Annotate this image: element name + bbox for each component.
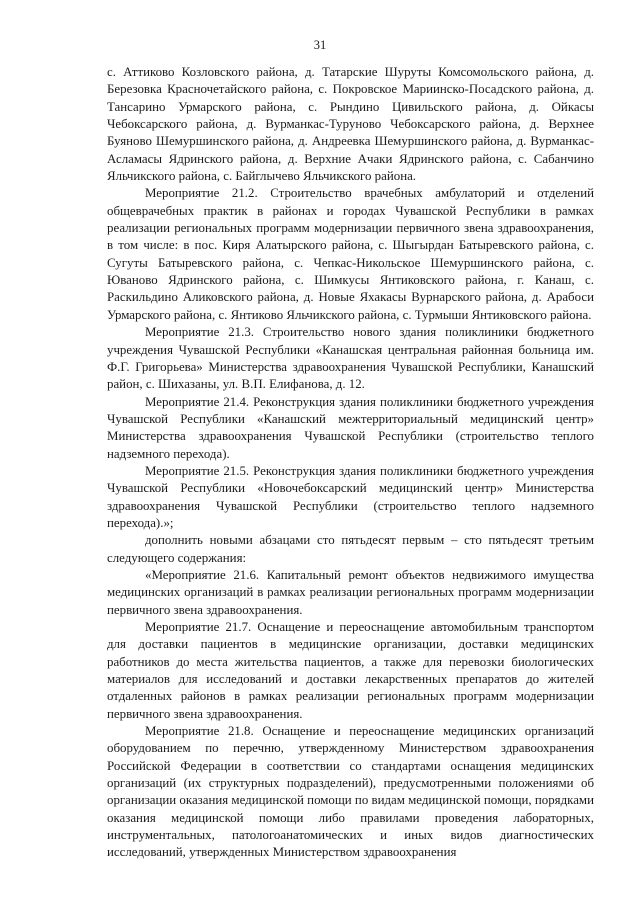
paragraph-settlements-list: с. Аттиково Козловского района, д. Татарские Шуруты Комсомольского района, д. Березовка Красночетайского района, с. Покровское Мариинско-Посадского района, д. Тансарино Урмарского района, с. Рындино Цивильского района, д. Ойкасы Чебоксарского района, д. Вурманкас-Туруново Чебоксарского района, д. Верхнее Буяново Шемуршинского района, д. Андреевка Шемуршинского района, д. Вурманкас-Асламасы Ядринского района, д. Верхние Ачаки Ядринского района, с. Сабанчино Яльчикского района, с. Байглычево Яльчикского района. xyxy=(107,65,594,184)
paragraph-measure-21-3: Мероприятие 21.3. Строительство нового здания поликлиники бюджетного учреждения Чувашской Республики «Канашская центральная районная больница им. Ф.Г. Григорьева» Министерства здравоохранения Чувашской Республики, Канашский район, с. Шихазаны, ул. В.П. Елифанова, д. 12. xyxy=(107,325,594,392)
paragraph-measure-21-7: Мероприятие 21.7. Оснащение и переоснащение автомобильным транспортом для доставки пациентов в медицинские организации, доставки медицинских работников до места жительства пациентов, а также для перевозки биологических материалов для исследований и доставки лекарственных препаратов до жителей отдаленных районов в рамках реализации региональных программ модернизации первичного звена здравоохранения. xyxy=(107,620,594,721)
page-number: 31 xyxy=(313,38,327,52)
paragraph-measure-21-5: Мероприятие 21.5. Реконструкция здания поликлиники бюджетного учреждения Чувашской Республики «Новочебоксарский медицинский центр» Министерства здравоохранения Чувашской Республики (строительство теплого надземного перехода).»; xyxy=(107,463,594,530)
paragraph-measure-21-6: «Мероприятие 21.6. Капитальный ремонт объектов недвижимого имущества медицинских организаций в рамках реализации региональных программ модернизации первичного звена здравоохранения. xyxy=(107,567,594,617)
paragraph-amendment-instruction: дополнить новыми абзацами сто пятьдесят первым – сто пятьдесят третьим следующего содержания: xyxy=(107,533,594,565)
paragraph-measure-21-4: Мероприятие 21.4. Реконструкция здания поликлиники бюджетного учреждения Чувашской Республики «Канашский межтерриториальный медицинский центр» Министерства здравоохранения Чувашской Республики (строительство теплого надземного перехода). xyxy=(107,394,594,461)
document-body xyxy=(107,64,594,862)
paragraph-measure-21-8: Мероприятие 21.8. Оснащение и переоснащение медицинских организаций оборудованием по перечню, утвержденному Министерством здравоохранения Российской Федерации в соответствии со стандартами оснащения медицинских организаций (их структурных подразделений), предусмотренными положениями об организации оказания медицинской помощи по видам медицинской помощи, порядками оказания медицинской помощи либо правилами проведения лабораторных, инструментальных, патологоанатомических и иных видов диагностических исследований, утвержденных Министерством здравоохранения xyxy=(107,724,594,860)
paragraph-measure-21-2: Мероприятие 21.2. Строительство врачебных амбулаторий и отделений общеврачебных практик в районах и городах Чувашской Республики в рамках реализации региональных программ модернизации первичного звена здравоохранения, в том числе: в пос. Киря Алатырского района, с. Шыгырдан Батыревского района, с. Сугуты Батыревского района, с. Чепкас-Никольское Шемуршинского района, с. Юваново Ядринского района, с. Шимкусы Янтиковского района, г. Канаш, с. Раскильдино Аликовского района, д. Новые Яхакасы Вурнарского района, д. Арабоси Урмарского района, с. Янтиково Яльчикского района, с. Турмыши Янтиковского района. xyxy=(107,186,594,322)
